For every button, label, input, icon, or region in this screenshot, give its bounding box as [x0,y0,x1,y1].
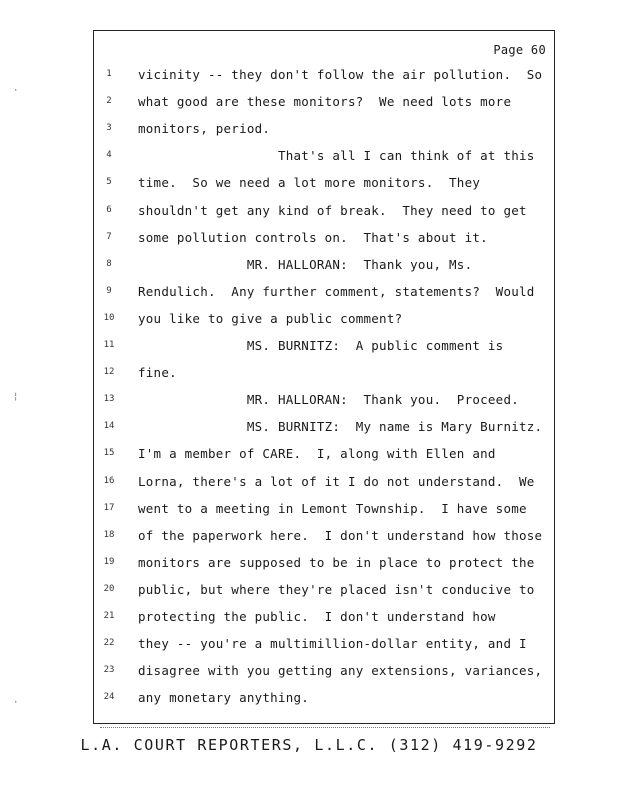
line-text: they -- you're a multimillion-dollar entity, and I [138,636,527,652]
line-text: MS. BURNITZ: My name is Mary Burnitz. [138,419,543,435]
line-number: 3 [106,123,112,134]
transcript-line [94,365,554,392]
line-number: 23 [103,665,115,676]
page-bottom-rule [100,727,550,728]
line-number: 15 [103,448,115,459]
transcript-line [94,419,554,446]
transcript-line [94,663,554,690]
line-text: fine. [138,365,177,381]
line-text: Lorna, there's a lot of it I do not understand. We [138,473,535,489]
transcript-line [94,446,554,473]
line-text: disagree with you getting any extensions, variances, [138,663,543,679]
line-number: 6 [106,204,112,215]
line-text: monitors are supposed to be in place to protect the [138,554,535,570]
scan-artifact: ¦ [13,392,19,402]
transcript-line [94,528,554,555]
line-text: of the paperwork here. I don't understand how those [138,527,543,543]
line-number: 11 [103,340,115,350]
line-number: 21 [103,611,115,621]
line-number: 12 [103,367,115,378]
line-text: MR. HALLORAN: Thank you. Proceed. [138,392,520,408]
line-text: any monetary anything. [138,690,310,706]
transcript-line [94,636,554,663]
transcript-line [94,690,554,717]
line-number: 17 [103,502,115,513]
transcript-line [94,148,554,175]
line-text: I'm a member of CARE. I, along with Ellen and [138,446,496,462]
transcript-line [94,582,554,609]
transcript-line [94,203,554,230]
line-text: monitors, period. [138,121,271,137]
line-text: public, but where they're placed isn't conducive to [138,581,535,597]
line-number: 10 [103,312,115,323]
transcript-line [94,284,554,311]
line-number: 8 [106,258,112,269]
transcript-line [94,555,554,582]
line-number: 24 [103,692,115,703]
line-text: time. So we need a lot more monitors. They [138,175,481,191]
line-text: MR. HALLORAN: Thank you, Ms. [138,256,473,272]
transcript-line [94,257,554,284]
transcript-line [94,230,554,257]
line-text: some pollution controls on. That's about it. [138,229,488,245]
line-number: 1 [106,69,112,79]
line-number: 16 [103,475,115,486]
transcript-line [94,609,554,636]
line-number: 9 [106,285,112,296]
line-number: 13 [103,394,115,405]
line-number: 5 [106,177,112,188]
line-text: what good are these monitors? We need lots more [138,94,512,110]
line-number: 7 [106,231,112,242]
transcript-line [94,67,554,94]
line-text: shouldn't get any kind of break. They need to get [138,202,527,218]
court-reporter-footer: L.A. COURT REPORTERS, L.L.C. (312) 419-9292 [80,736,538,754]
line-text: protecting the public. I don't understand how [138,609,496,624]
line-text: That's all I can think of at this [138,148,535,164]
page-number: Page 60 [493,43,546,57]
line-number: 18 [103,529,115,540]
line-text: vicinity -- they don't follow the air pollution. So [138,67,543,82]
transcript-page [93,30,555,724]
line-number: 22 [103,638,115,649]
line-text: MS. BURNITZ: A public comment is [138,338,504,353]
transcript-line [94,121,554,148]
transcript-line [94,392,554,419]
scan-artifact: · [13,86,19,96]
line-text: you like to give a public comment? [138,310,403,326]
line-text: went to a meeting in Lemont Township. I have some [138,500,527,516]
line-number: 2 [106,96,112,107]
transcript-line [94,311,554,338]
transcript-line [94,94,554,121]
transcript-line [94,175,554,202]
transcript-line [94,338,554,365]
line-number: 19 [103,556,115,567]
line-number: 14 [103,421,115,432]
line-number: 4 [106,150,112,161]
scan-artifact: · [13,698,19,708]
line-number: 20 [103,583,115,594]
transcript-line [94,474,554,501]
transcript-line [94,501,554,528]
line-text: Rendulich. Any further comment, statements? Would [138,283,535,299]
